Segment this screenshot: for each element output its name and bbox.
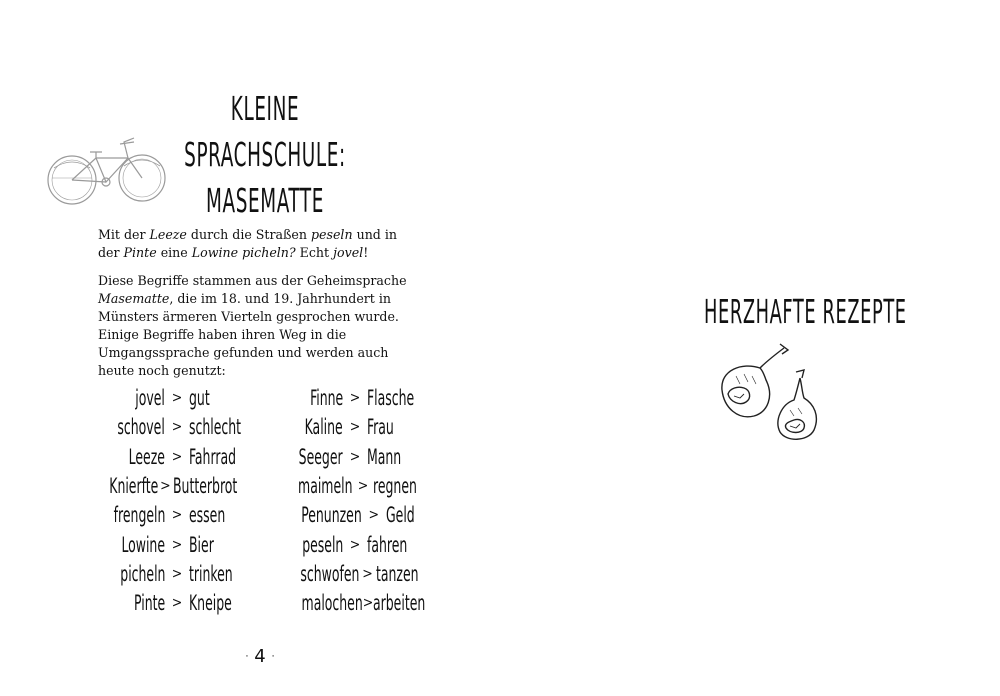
vocab-meaning: trinken [189, 561, 233, 586]
vocab-row [270, 472, 440, 501]
intro-paragraph [98, 226, 420, 262]
vocab-term: peseln [301, 532, 343, 557]
vocab-meaning: regnen [373, 474, 418, 499]
title-line-2: MASEMATTE [205, 181, 324, 220]
vocab-term: Knierfte [109, 474, 159, 499]
intro-emphasis: Leeze [149, 227, 187, 242]
vocab-term: Kaline [304, 415, 343, 440]
vocab-row [84, 384, 270, 413]
vocab-term: Seeger [299, 444, 343, 469]
vocab-meaning: schlecht [189, 415, 242, 440]
vocab-row [270, 530, 440, 559]
vocab-separator: > [171, 507, 183, 524]
page-number-dot: · [271, 651, 275, 663]
vocab-meaning: Flasche [367, 386, 415, 411]
vocab-term: Lowine [121, 532, 165, 557]
intro-text: und in der [98, 227, 398, 260]
intro-text: durch die Straßen [186, 227, 311, 242]
vocab-row [84, 589, 270, 618]
vocab-meaning: Kneipe [189, 591, 232, 616]
vocab-meaning: tanzen [375, 561, 419, 586]
vocab-row [270, 560, 440, 589]
vocab-row [84, 413, 270, 442]
page-title [181, 86, 348, 224]
vocab-meaning: Geld [385, 503, 415, 528]
body-text: , die im 18. und 19. Jahrhundert in Münsters ärmeren Vierteln gesprochen wurde. Einige Begriffe haben ihren Weg in die Umgangssprache gefunden und werden auch heute noch genutzt: [98, 291, 399, 378]
intro-emphasis: Lowine picheln? [191, 245, 296, 260]
page-number [230, 646, 290, 667]
vocab-term: malochen [301, 591, 363, 616]
intro-text: Mit der [98, 227, 150, 242]
ham-illustration [710, 340, 840, 450]
vocab-separator: > [362, 565, 373, 582]
vocab-list-left [84, 384, 270, 618]
bicycle-illustration [44, 128, 172, 210]
vocab-separator: > [368, 507, 380, 524]
title-line-1: KLEINE SPRACHSCHULE: [184, 89, 346, 174]
vocab-separator: > [349, 419, 361, 436]
vocab-meaning: Fahrrad [189, 444, 237, 469]
intro-text: ! [363, 245, 369, 260]
vocab-row [84, 530, 270, 559]
vocab-row [84, 443, 270, 472]
vocab-separator: > [357, 478, 369, 495]
section-title: HERZHAFTE REZEPTE [704, 292, 907, 331]
vocab-meaning: Bier [189, 532, 214, 557]
intro-text: Echt [295, 245, 334, 260]
vocab-separator: > [349, 448, 361, 465]
vocab-meaning: Frau [367, 415, 394, 440]
vocab-term: schwofen [300, 561, 360, 586]
vocab-separator: > [160, 478, 171, 495]
vocab-separator: > [171, 419, 183, 436]
vocab-list-right [270, 384, 440, 618]
vocab-separator: > [349, 390, 361, 407]
vocab-row [84, 472, 270, 501]
vocab-term: jovel [135, 386, 165, 411]
body-paragraph [98, 272, 420, 380]
vocab-term: schovel [117, 415, 165, 440]
vocab-meaning: arbeiten [373, 591, 426, 616]
vocab-meaning: Mann [367, 444, 402, 469]
page-number-value: 4 [254, 646, 266, 667]
intro-emphasis: jovel [333, 245, 364, 260]
intro-emphasis: Pinte [123, 245, 157, 260]
vocab-separator: > [171, 595, 183, 612]
body-text: Diese Begriffe stammen aus der Geheimsprache [98, 273, 407, 288]
vocab-row [270, 589, 440, 618]
vocab-row [270, 413, 440, 442]
vocab-term: frengeln [113, 503, 165, 528]
vocab-term: Pinte [133, 591, 165, 616]
intro-text: eine [156, 245, 192, 260]
vocab-term: picheln [119, 561, 165, 586]
vocab-separator: > [171, 448, 183, 465]
vocab-meaning: gut [189, 386, 210, 411]
vocab-separator: > [362, 595, 374, 612]
body-emphasis: Masematte [98, 291, 170, 306]
vocab-separator: > [171, 565, 183, 582]
vocab-term: Penunzen [301, 503, 362, 528]
vocab-row [270, 443, 440, 472]
vocab-row [270, 384, 440, 413]
vocab-meaning: essen [189, 503, 226, 528]
vocab-row [84, 501, 270, 530]
vocab-separator: > [349, 536, 361, 553]
vocab-meaning: Butterbrot [172, 474, 237, 499]
vocab-separator: > [171, 536, 183, 553]
vocab-term: maimeln [298, 474, 353, 499]
intro-emphasis: peseln [311, 227, 353, 242]
vocab-row [84, 560, 270, 589]
page-number-dot: · [245, 651, 249, 663]
vocab-term: Leeze [128, 444, 165, 469]
vocab-row [270, 501, 440, 530]
vocab-meaning: fahren [367, 532, 408, 557]
vocab-separator: > [171, 390, 183, 407]
vocab-term: Finne [309, 386, 343, 411]
